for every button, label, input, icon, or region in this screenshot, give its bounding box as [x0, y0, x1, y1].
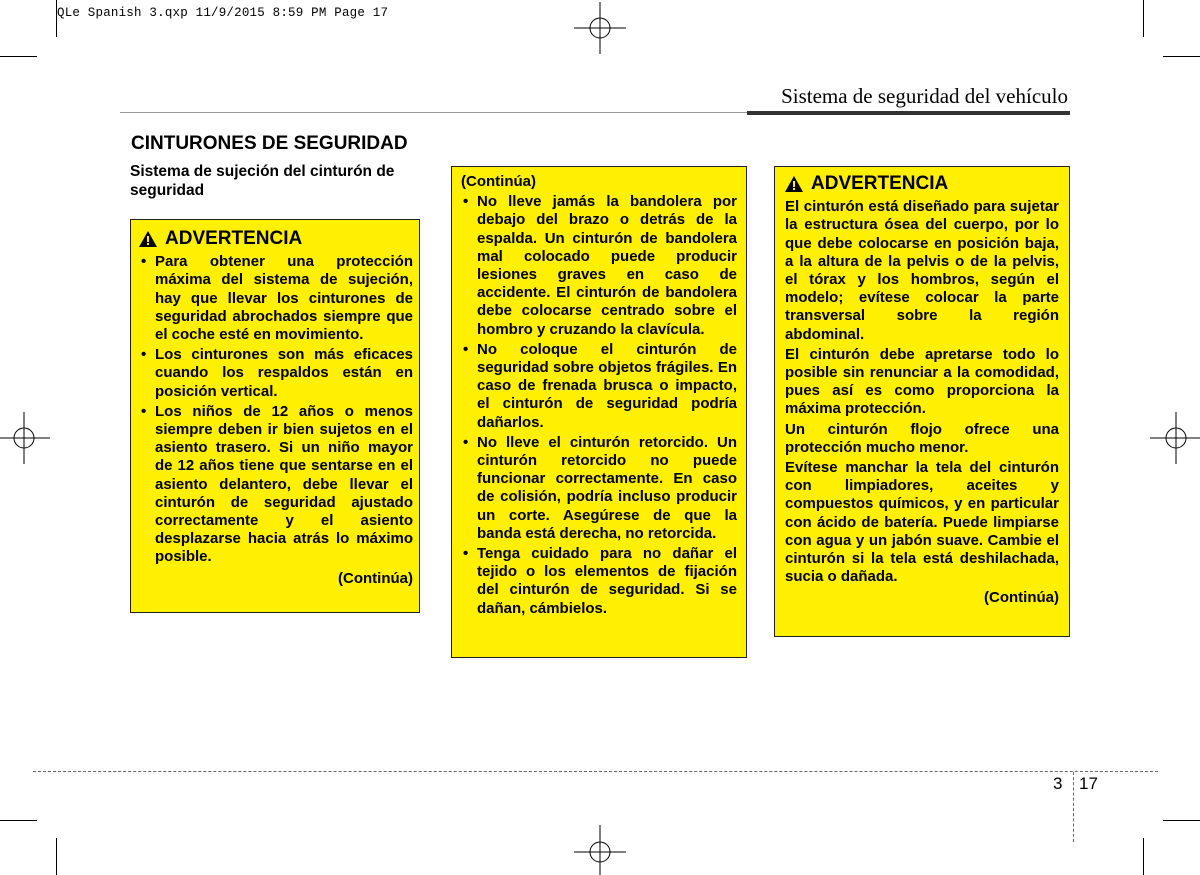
page-number: 17: [1079, 774, 1098, 793]
continued-label: (Continúa): [984, 589, 1059, 607]
warning-heading-text: ADVERTENCIA: [811, 173, 949, 194]
continued-label: (Continúa): [338, 569, 413, 587]
crop-mark: [56, 0, 57, 37]
warning-box: [774, 166, 1070, 637]
warning-box: [130, 219, 420, 613]
header-bar: [747, 111, 1070, 115]
subsection-title: Sistema de sujeción del cinturón de seguridad: [130, 163, 395, 199]
crop-mark: [1143, 838, 1144, 875]
warning-item: • Para obtener una protección máxima del sistema de sujeción, hay que llevar los cinturones de seguridad abrochados siempre que el coche esté en movimiento.: [139, 253, 413, 344]
warning-heading: [139, 230, 413, 248]
warning-heading-text: ADVERTENCIA: [165, 228, 303, 249]
registration-mark-icon: [574, 825, 626, 875]
warning-heading: [785, 175, 1059, 193]
warning-item: • Los cinturones son más eficaces cuando los respaldos están en posición vertical.: [139, 346, 413, 401]
section-title: CINTURONES DE SEGURIDAD: [131, 133, 408, 154]
warning-item: • No lleve el cinturón retorcido. Un cinturón retorcido no puede funcionar correctamente. En caso de colisión, podría incluso producir un corte. Asegúrese de que la banda está derecha, no retorcida.: [461, 434, 737, 543]
print-slug: QLe Spanish 3.qxp 11/9/2015 8:59 PM Page 17: [57, 6, 389, 20]
warning-paragraph: Un cinturón flojo ofrece una protección mucho menor.: [785, 420, 1059, 456]
warning-triangle-icon: [785, 176, 803, 192]
warning-triangle-icon: [139, 231, 157, 247]
registration-mark-icon: [0, 412, 52, 464]
continued-label: (Continúa): [461, 173, 536, 190]
warning-item: • Tenga cuidado para no dañar el tejido o los elementos de fijación del cinturón de seguridad. Si se dañan, cámbielos.: [461, 545, 737, 618]
header-rule: [120, 112, 747, 113]
footer-rule: [33, 771, 1158, 772]
chapter-title: Sistema de seguridad del vehículo: [781, 84, 1068, 108]
registration-mark-icon: [1150, 412, 1200, 464]
crop-mark: [0, 820, 37, 821]
registration-mark-icon: [574, 2, 626, 54]
warning-item: • No coloque el cinturón de seguridad sobre objetos frágiles. En caso de frenada brusca o impacto, el cinturón de seguridad podría dañarlos.: [461, 341, 737, 432]
warning-paragraph: Evítese manchar la tela del cinturón con limpiadores, aceites y compuestos químicos, y en particular con ácido de batería. Puede limpiarse con agua y un jabón suave. Cambie el cinturón si la tela está deshilachada, sucia o dañada.: [785, 459, 1059, 586]
warning-item: • No lleve jamás la bandolera por debajo del brazo o detrás de la espalda. Un cinturón de bandolera mal colocado puede producir lesiones graves en caso de accidente. El cinturón de bandolera debe colocarse centrado sobre el hombro y cruzando la clavícula.: [461, 193, 737, 339]
crop-mark: [56, 838, 57, 875]
crop-mark: [1163, 820, 1200, 821]
warning-box-continued: [451, 166, 747, 658]
warning-list: [461, 193, 737, 618]
warning-list: [139, 253, 413, 566]
warning-item: • Los niños de 12 años o menos siempre deben ir bien sujetos en el asiento trasero. Si un niño mayor de 12 años tiene que sentarse en el asiento delantero, debe llevar el cinturón de seguridad ajustado correctamente y el asiento desplazarse hacia atrás lo máximo posible.: [139, 403, 413, 567]
crop-mark: [0, 56, 37, 57]
crop-mark: [1143, 0, 1144, 37]
warning-paragraph: El cinturón está diseñado para sujetar la estructura ósea del cuerpo, por lo que debe colocarse en posición baja, a la altura de la pelvis o de la pelvis, el tórax y los hombros, según el modelo; evítese colocar la parte transversal sobre la región abdominal.: [785, 198, 1059, 343]
crop-mark: [1163, 56, 1200, 57]
chapter-number: 3: [1053, 774, 1063, 793]
footer-divider: [1073, 772, 1075, 842]
warning-paragraph: El cinturón debe apretarse todo lo posible sin renunciar a la comodidad, pues así es como proporciona la máxima protección.: [785, 345, 1059, 418]
